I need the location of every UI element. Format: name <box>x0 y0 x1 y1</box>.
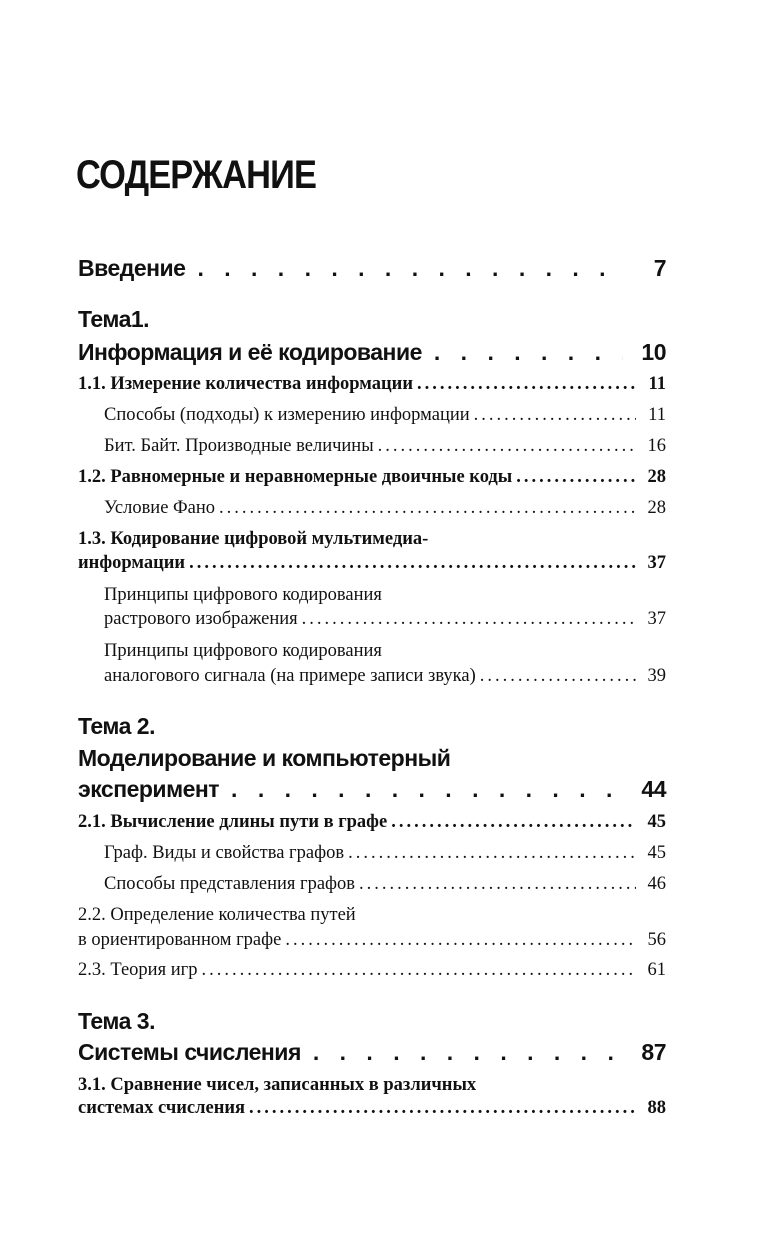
entry-label: в ориентированном графе <box>78 930 282 950</box>
leader-dots <box>189 552 636 574</box>
entry-label: Системы счисления <box>78 1039 301 1065</box>
entry-label: 2.3. Теория игр <box>78 960 198 980</box>
entry-label: Введение <box>78 255 186 281</box>
toc-entry-2-2-line1[interactable] <box>78 904 666 926</box>
entry-label: Информация и её кодирование <box>78 339 422 365</box>
page-number: 28 <box>647 498 666 518</box>
toc-entry-2-1-a[interactable] <box>104 842 666 864</box>
page-number: 44 <box>641 776 666 802</box>
leader-dots <box>231 775 623 803</box>
toc-entry-3-1[interactable] <box>78 1097 666 1119</box>
page-number: 10 <box>641 339 666 365</box>
page-number: 46 <box>647 874 666 894</box>
leader-dots <box>434 338 624 366</box>
toc-entry-2-3[interactable] <box>78 959 666 981</box>
entry-label: Способы представления графов <box>104 874 356 894</box>
toc-entry-1-2-a[interactable] <box>104 497 666 519</box>
toc-entry-topic2[interactable] <box>78 775 666 803</box>
entry-label: 1.2. Равномерные и неравномерные двоичные коды <box>78 467 513 487</box>
entry-label: Принципы цифрового кодирования <box>104 641 382 661</box>
toc-entry-1-3-b-line1[interactable] <box>104 640 666 662</box>
page-title: СОДЕРЖАНИЕ <box>76 153 317 197</box>
toc-entry-2-2[interactable] <box>78 929 666 951</box>
leader-dots <box>302 608 636 630</box>
topic-number: Тема 2. <box>78 713 155 739</box>
toc-entry-2-1-b[interactable] <box>104 873 666 895</box>
page-number: 11 <box>648 405 666 425</box>
entry-label: 1.3. Кодирование цифровой мультимедиа- <box>78 529 429 549</box>
topic-heading <box>78 712 666 740</box>
topic-heading <box>78 1007 666 1035</box>
page-number: 56 <box>647 930 666 950</box>
entry-label: Граф. Виды и свойства графов <box>104 843 345 863</box>
page-number: 45 <box>647 812 666 832</box>
page-number: 37 <box>647 553 666 573</box>
toc-entry-1-3-b[interactable] <box>104 665 666 687</box>
leader-dots <box>285 929 636 951</box>
page-number: 16 <box>647 436 666 456</box>
page-number: 45 <box>647 843 666 863</box>
page-number: 39 <box>647 666 666 686</box>
leader-dots <box>201 959 636 981</box>
toc-entry-3-1-line1[interactable] <box>78 1074 666 1096</box>
entry-label: растрового изображения <box>104 609 298 629</box>
leader-dots <box>249 1097 636 1119</box>
topic-number: Тема1. <box>78 306 150 332</box>
toc-entry-topic1[interactable] <box>78 338 666 366</box>
leader-dots <box>474 404 636 426</box>
leader-dots <box>313 1038 624 1066</box>
page-number: 7 <box>653 255 666 281</box>
entry-label: 3.1. Сравнение чисел, записанных в различных <box>78 1075 477 1095</box>
page-number: 37 <box>647 609 666 629</box>
leader-dots <box>348 842 636 864</box>
leader-dots <box>480 665 636 687</box>
page-number: 88 <box>647 1098 666 1118</box>
leader-dots <box>516 466 636 488</box>
entry-label: Условие Фано <box>104 498 216 518</box>
leader-dots <box>378 435 636 457</box>
entry-label: системах счисления <box>78 1098 246 1118</box>
entry-label: 2.1. Вычисление длины пути в графе <box>78 812 388 832</box>
page-number: 61 <box>647 960 666 980</box>
page-number: 11 <box>648 374 666 394</box>
entry-label: Моделирование и компьютерный <box>78 745 451 771</box>
toc-entry-1-2[interactable] <box>78 466 666 488</box>
entry-label: эксперимент <box>78 776 220 802</box>
entry-label: Принципы цифрового кодирования <box>104 585 382 605</box>
page-number: 87 <box>641 1039 666 1065</box>
leader-dots <box>359 873 636 895</box>
toc-entry-2-1[interactable] <box>78 811 666 833</box>
entry-label: Способы (подходы) к измерению информации <box>104 405 470 425</box>
entry-label: аналогового сигнала (на примере записи звука) <box>104 666 476 686</box>
leader-dots <box>197 254 624 282</box>
entry-label: 2.2. Определение количества путей <box>78 905 356 925</box>
leader-dots <box>219 497 636 519</box>
toc-entry-topic3[interactable] <box>78 1038 666 1066</box>
entry-label: 1.1. Измерение количества информации <box>78 374 413 394</box>
topic-number: Тема 3. <box>78 1008 155 1034</box>
toc-entry-intro[interactable] <box>78 254 666 282</box>
topic2-line1[interactable] <box>78 744 666 772</box>
topic-heading <box>78 305 666 333</box>
leader-dots <box>417 373 636 395</box>
leader-dots <box>391 811 636 833</box>
toc-entry-1-1[interactable] <box>78 373 666 395</box>
entry-label: информации <box>78 553 186 573</box>
toc-entry-1-3[interactable] <box>78 552 666 574</box>
toc-entry-1-3-a[interactable] <box>104 608 666 630</box>
toc-entry-1-1-a[interactable] <box>104 404 666 426</box>
toc-entry-1-3-line1[interactable] <box>78 528 666 550</box>
toc-entry-1-1-b[interactable] <box>104 435 666 457</box>
page-number: 28 <box>647 467 666 487</box>
entry-label: Бит. Байт. Производные величины <box>104 436 374 456</box>
toc-entry-1-3-a-line1[interactable] <box>104 584 666 606</box>
